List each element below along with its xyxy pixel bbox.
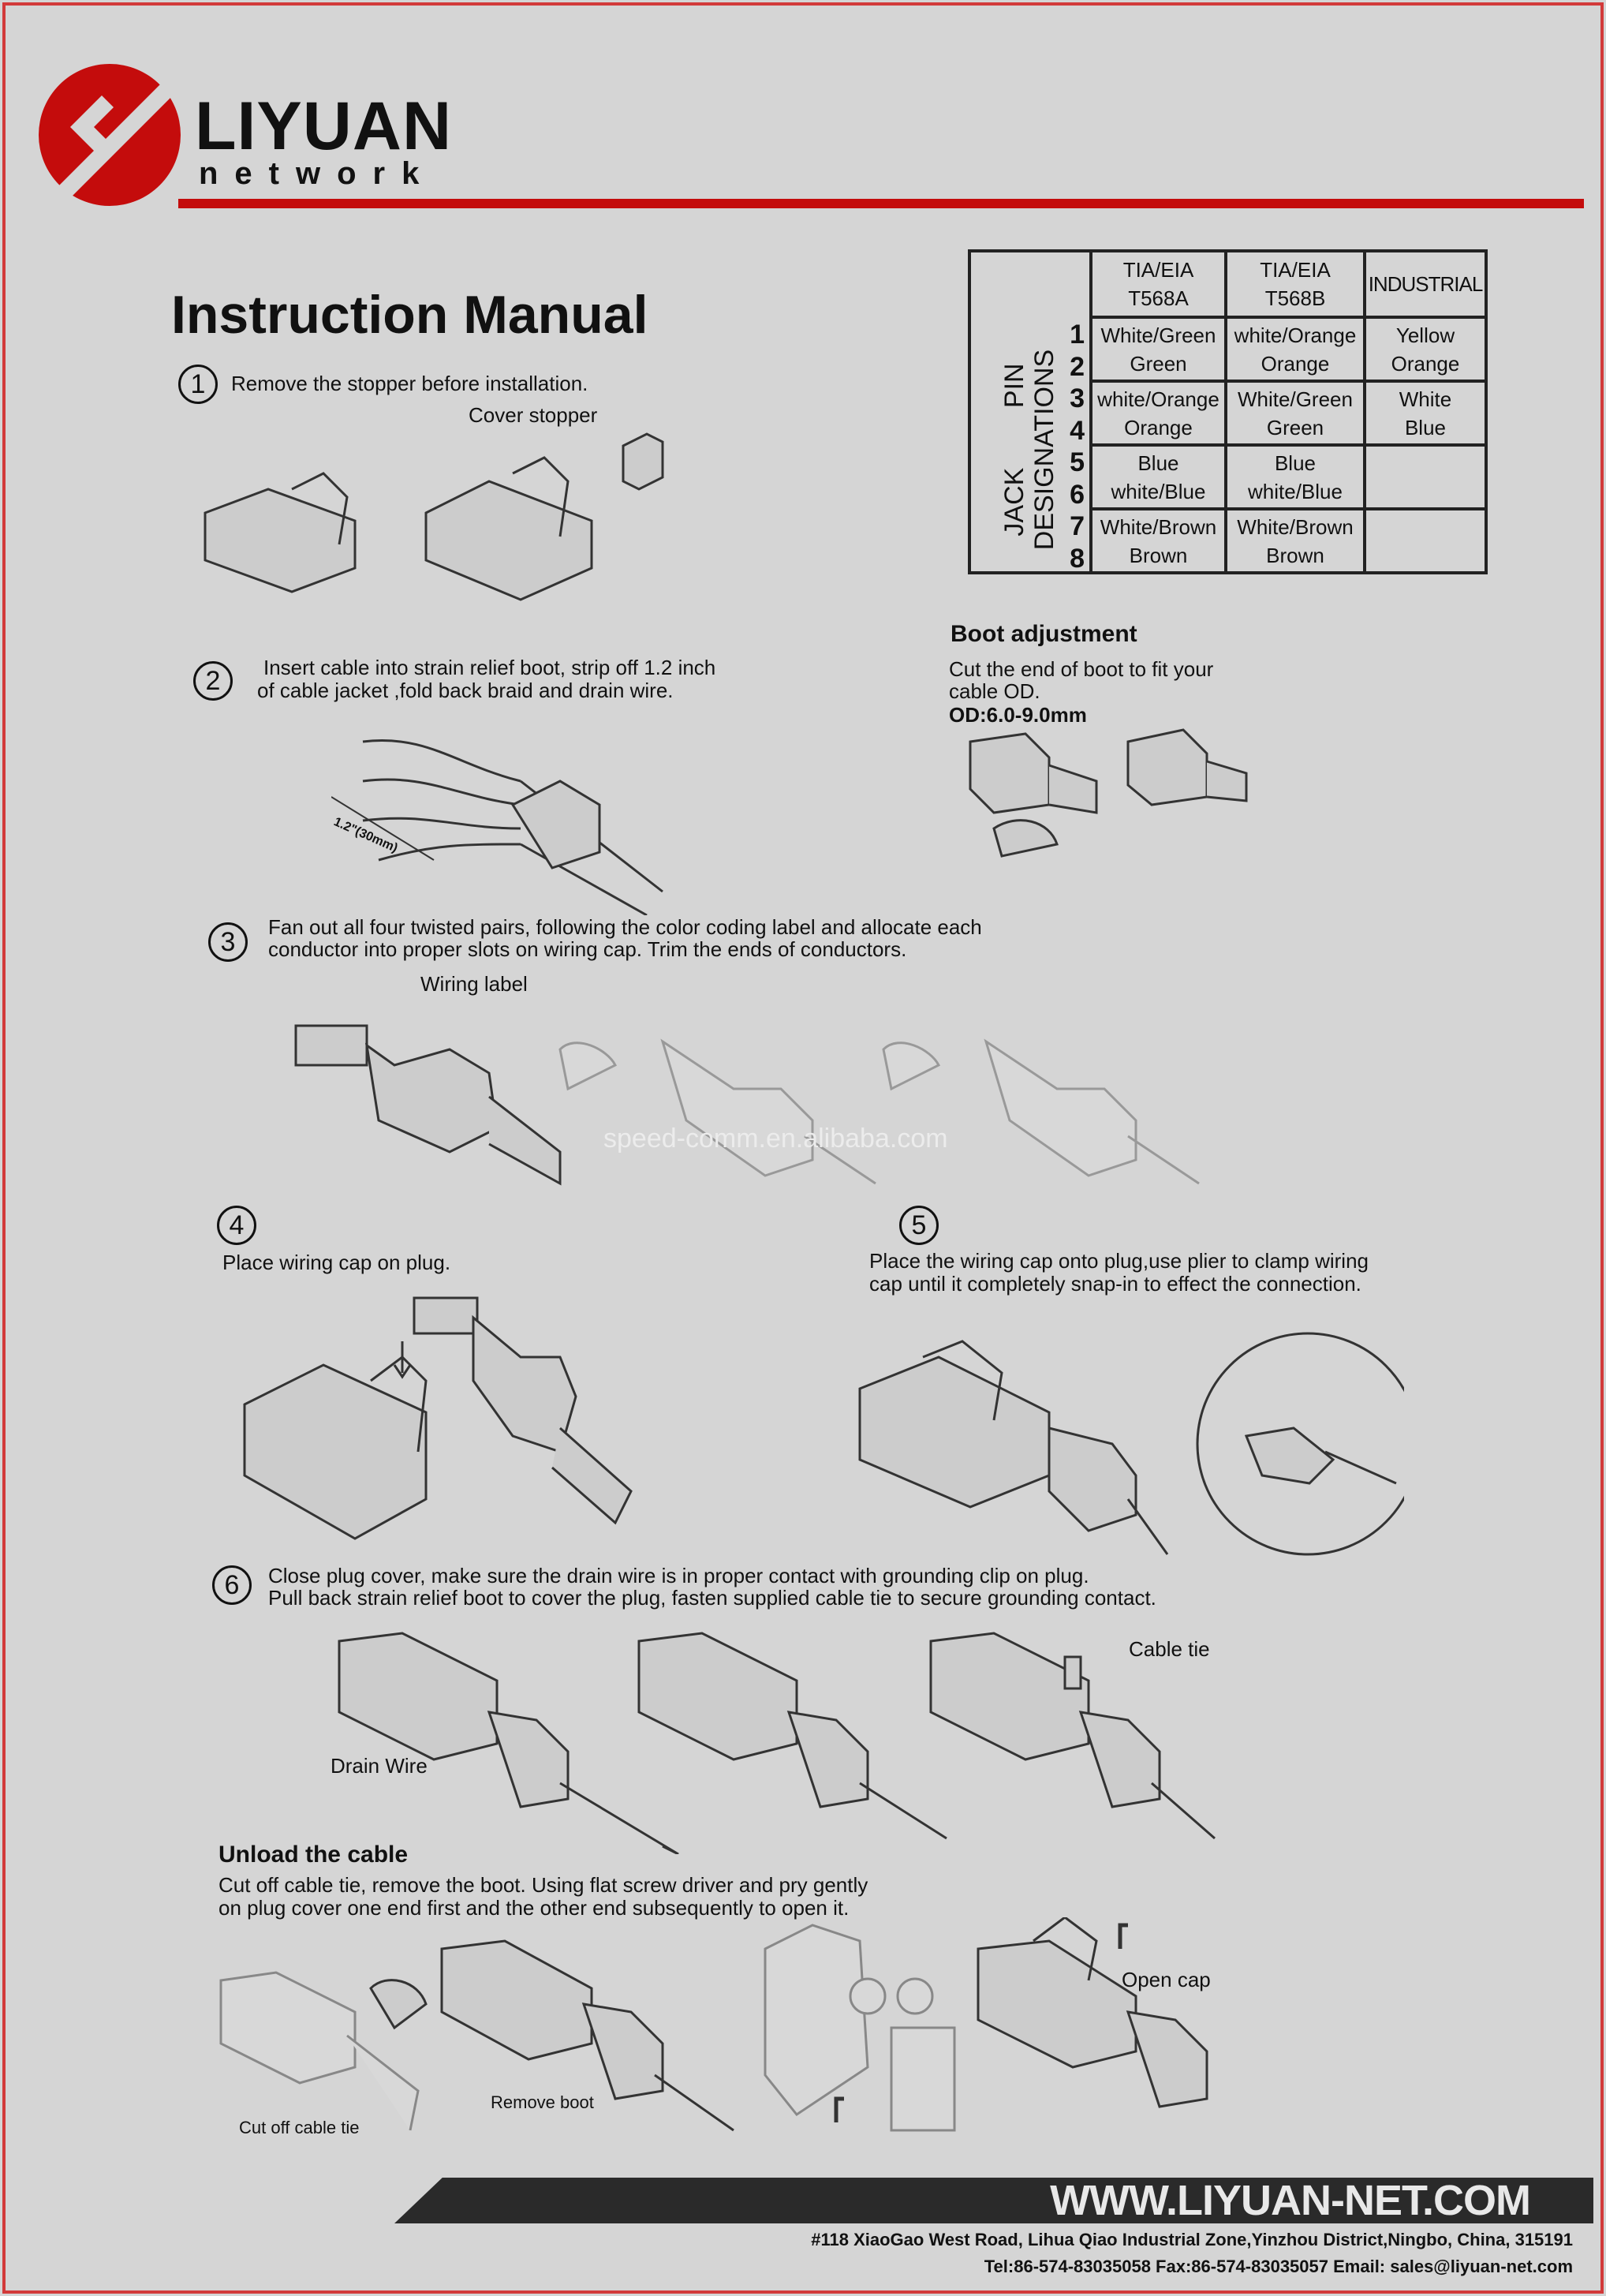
step-6-line2: Pull back strain relief boot to cover the plug, fasten supplied cable tie to secure grounding contact. xyxy=(268,1586,1156,1610)
unload-title: Unload the cable xyxy=(218,1842,409,1868)
drain-wire-label: Drain Wire xyxy=(331,1754,428,1778)
cell-empty xyxy=(1365,445,1486,509)
cell xyxy=(1365,317,1486,381)
cell-line: white/Orange xyxy=(1234,323,1357,347)
watermark: speed-comm.en.alibaba.com xyxy=(603,1124,948,1154)
strip-length-dimension: 1.2"(30mm) xyxy=(331,815,400,855)
step-4-number: 4 xyxy=(217,1206,256,1245)
connector-illustration-step1 xyxy=(197,426,623,608)
step-2-number: 2 xyxy=(193,661,233,701)
cell-line: White/Brown xyxy=(1100,514,1217,539)
brand-name: LIYUAN xyxy=(195,88,453,164)
cell-empty xyxy=(1365,509,1486,573)
unload-line1: Cut off cable tie, remove the boot. Using flat screw driver and pry gently xyxy=(218,1873,868,1897)
step-3-number: 3 xyxy=(208,922,248,962)
cable-strip-illustration xyxy=(331,702,678,915)
boot-od-range: OD:6.0-9.0mm xyxy=(949,703,1087,727)
pin-number: 8 xyxy=(1070,543,1085,574)
pin-number: 6 xyxy=(1070,479,1085,510)
step-5-line2: cap until it completely snap-in to effect the connection. xyxy=(869,1272,1361,1296)
pin-number: 5 xyxy=(1070,447,1085,477)
pin-number: 7 xyxy=(1070,511,1085,541)
header-industrial xyxy=(1365,251,1486,317)
cell-line: Green xyxy=(1130,351,1187,376)
pin-number: 4 xyxy=(1070,415,1085,446)
step-1-number: 1 xyxy=(178,365,218,404)
cell xyxy=(1226,445,1365,509)
footer-contact: Tel:86-574-83035058 Fax:86-574-83035057 Email: sales@liyuan-net.com xyxy=(984,2257,1573,2276)
header-line: T568A xyxy=(1128,286,1189,310)
cell-line: Blue xyxy=(1274,451,1317,475)
cell-line: white/Blue xyxy=(1111,479,1206,503)
cell-line: Blue xyxy=(1404,415,1447,439)
place-cap-illustration xyxy=(237,1294,647,1554)
header-line: TIA/EIA xyxy=(1122,258,1194,282)
cell-line: white/Blue xyxy=(1248,479,1343,503)
header-line: INDUSTRIAL xyxy=(1368,272,1483,296)
step-2-line1: Insert cable into strain relief boot, strip off 1.2 inch xyxy=(263,656,716,679)
pin-numbers xyxy=(1070,319,1085,574)
wiring-label-label: Wiring label xyxy=(420,972,528,996)
brand-sub: network xyxy=(199,156,436,191)
remove-boot-label: Remove boot xyxy=(491,2092,594,2112)
cable-tie-label: Cable tie xyxy=(1129,1637,1210,1661)
cell xyxy=(1226,317,1365,381)
footer-address: #118 XiaoGao West Road, Lihua Qiao Industrial Zone,Yinzhou District,Ningbo, China, 315191 xyxy=(811,2230,1573,2249)
cell xyxy=(1091,509,1226,573)
boot-cut-illustration xyxy=(962,726,1254,860)
cell-line: Brown xyxy=(1266,543,1324,567)
header-t568b xyxy=(1226,251,1365,317)
step-5-number: 5 xyxy=(899,1206,939,1245)
step-6-line1: Close plug cover, make sure the drain wire is in proper contact with grounding clip on plug. xyxy=(268,1564,1089,1587)
wiring-cap-illustrations xyxy=(292,1002,1238,1191)
pin-number: 3 xyxy=(1070,383,1085,413)
side-label-designations: DESIGNATIONS xyxy=(1029,349,1059,551)
side-label-jack-pin: JACK PIN xyxy=(999,363,1029,537)
clamp-cap-illustration xyxy=(852,1326,1404,1562)
boot-adjustment-title: Boot adjustment xyxy=(951,621,1137,647)
pin-number: 1 xyxy=(1070,320,1085,350)
cell-line: White/Green xyxy=(1100,323,1216,347)
header-line: TIA/EIA xyxy=(1260,258,1331,282)
website-link[interactable]: WWW.LIYUAN-NET.COM xyxy=(1050,2177,1530,2224)
cell-line: Orange xyxy=(1261,351,1330,376)
liyuan-logo-icon xyxy=(35,60,185,210)
unload-illustrations xyxy=(213,1917,1278,2146)
header-line: T568B xyxy=(1264,286,1326,310)
jack-pin-label-cell xyxy=(969,251,1091,573)
cell-line: Orange xyxy=(1391,351,1460,376)
header-rule xyxy=(178,199,1584,208)
cell-line: Orange xyxy=(1124,415,1193,439)
cover-stopper-icon xyxy=(615,426,670,497)
boot-adjustment-line1: Cut the end of boot to fit your xyxy=(949,657,1214,681)
cell-line: White/Brown xyxy=(1237,514,1354,539)
cover-stopper-label: Cover stopper xyxy=(469,403,598,427)
open-cap-label: Open cap xyxy=(1122,1968,1211,1991)
cell-line: Blue xyxy=(1137,451,1179,475)
cell-line: Yellow xyxy=(1395,323,1455,347)
page-title: Instruction Manual xyxy=(171,285,648,345)
step-3-line1: Fan out all four twisted pairs, following the color coding label and allocate each xyxy=(268,915,982,939)
cell-line: Green xyxy=(1266,415,1324,439)
step-6-number: 6 xyxy=(212,1565,252,1605)
step-3-line2: conductor into proper slots on wiring cap. Trim the ends of conductors. xyxy=(268,937,907,961)
boot-adjustment-line2: cable OD. xyxy=(949,679,1040,703)
step-4-text: Place wiring cap on plug. xyxy=(222,1251,451,1274)
cell xyxy=(1091,317,1226,381)
unload-line2: on plug cover one end first and the other end subsequently to open it. xyxy=(218,1896,850,1920)
cut-cable-tie-label: Cut off cable tie xyxy=(239,2118,360,2137)
cell xyxy=(1226,509,1365,573)
cell-line: White xyxy=(1399,387,1452,411)
header-t568a xyxy=(1091,251,1226,317)
pin-number: 2 xyxy=(1070,351,1085,382)
cell xyxy=(1091,445,1226,509)
pin-designation-table xyxy=(968,249,1488,574)
cell-line: white/Orange xyxy=(1097,387,1219,411)
cell xyxy=(1365,381,1486,445)
step-2-line2: of cable jacket ,fold back braid and drain wire. xyxy=(257,679,674,702)
cell xyxy=(1226,381,1365,445)
cell xyxy=(1091,381,1226,445)
cell-line: Brown xyxy=(1129,543,1188,567)
close-cover-illustrations xyxy=(331,1625,1238,1854)
step-5-line1: Place the wiring cap onto plug,use plier to clamp wiring xyxy=(869,1249,1369,1273)
step-1-text: Remove the stopper before installation. xyxy=(231,372,588,395)
cell-line: White/Green xyxy=(1238,387,1353,411)
